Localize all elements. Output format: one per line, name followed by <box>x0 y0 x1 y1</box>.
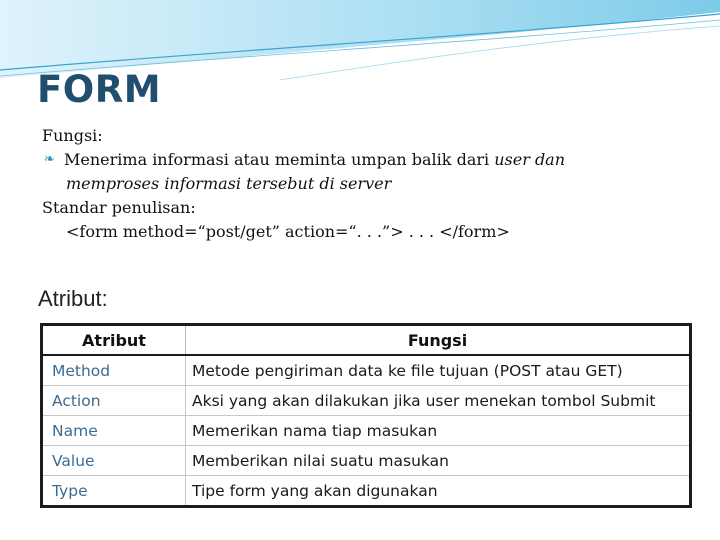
table-row <box>42 355 691 386</box>
code-example: <form method=“post/get” action=“. . .”> . . . </form> <box>66 222 510 241</box>
table-row <box>42 446 691 476</box>
cell-fungsi: Memerikan nama tiap masukan <box>186 416 691 446</box>
cell-fungsi: Aksi yang akan dilakukan jika user menekan tombol Submit <box>186 386 691 416</box>
cell-atribut: Name <box>42 416 186 446</box>
cell-atribut: Action <box>42 386 186 416</box>
bullet-continuation-text: memproses informasi tersebut di server <box>66 174 392 193</box>
cell-fungsi: Tipe form yang akan digunakan <box>186 476 691 507</box>
body-text <box>42 124 702 244</box>
bullet-icon: ❧ <box>44 152 55 167</box>
slide-title: FORM <box>37 68 162 111</box>
bullet-item <box>42 148 702 172</box>
bullet-continuation <box>42 172 702 196</box>
standar-label: Standar penulisan: <box>42 198 196 217</box>
cell-atribut: Type <box>42 476 186 507</box>
fungsi-label: Fungsi: <box>42 126 103 145</box>
bullet-text: Menerima informasi atau meminta umpan balik dari <box>64 150 490 169</box>
attribute-table-container <box>40 323 692 508</box>
bullet-text-italic: user dan <box>494 150 566 169</box>
cell-fungsi: Memberikan nilai suatu masukan <box>186 446 691 476</box>
attribute-table <box>40 323 692 508</box>
table-row <box>42 416 691 446</box>
atribut-heading: Atribut: <box>38 286 108 311</box>
cell-atribut: Method <box>42 355 186 386</box>
table-header-row <box>42 325 691 356</box>
table-row <box>42 386 691 416</box>
column-header-atribut: Atribut <box>42 325 186 356</box>
table-row <box>42 476 691 507</box>
cell-atribut: Value <box>42 446 186 476</box>
column-header-fungsi: Fungsi <box>186 325 691 356</box>
cell-fungsi: Metode pengiriman data ke file tujuan (POST atau GET) <box>186 355 691 386</box>
